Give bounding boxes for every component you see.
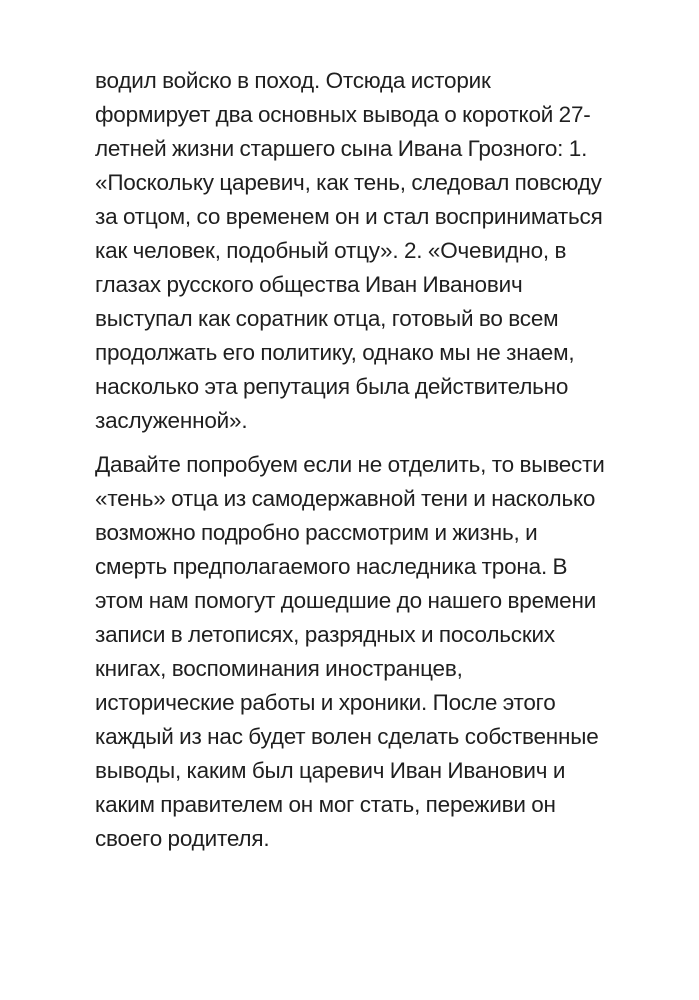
text-line: формирует два основных вывода о короткой 27- xyxy=(95,102,591,127)
text-line: возможно подробно рассмотрим и жизнь, и xyxy=(95,520,538,545)
text-line: каждый из нас будет волен сделать собственные xyxy=(95,724,599,749)
text-line: каким правителем он мог стать, переживи он xyxy=(95,792,556,817)
text-line: продолжать его политику, однако мы не знаем, xyxy=(95,340,575,365)
text-line: «Поскольку царевич, как тень, следовал повсюду xyxy=(95,170,602,195)
text-line: выводы, каким был царевич Иван Иванович и xyxy=(95,758,566,783)
text-line: насколько эта репутация была действительно xyxy=(95,374,569,399)
text-line: исторические работы и хроники. После этого xyxy=(95,690,556,715)
paragraph-2 xyxy=(95,448,665,856)
text-line: водил войско в поход. Отсюда историк xyxy=(95,68,491,93)
text-line: выступал как соратник отца, готовый во всем xyxy=(95,306,559,331)
document-page xyxy=(95,64,665,856)
text-line: за отцом, со временем он и стал восприниматься xyxy=(95,204,603,229)
paragraph-1 xyxy=(95,64,665,438)
text-line: книгах, воспоминания иностранцев, xyxy=(95,656,463,681)
text-line: «тень» отца из самодержавной тени и насколько xyxy=(95,486,596,511)
text-line: смерть предполагаемого наследника трона. В xyxy=(95,554,568,579)
text-line: этом нам помогут дошедшие до нашего времени xyxy=(95,588,597,613)
text-line: летней жизни старшего сына Ивана Грозного: 1. xyxy=(95,136,588,161)
text-line: записи в летописях, разрядных и посольских xyxy=(95,622,555,647)
text-line: своего родителя. xyxy=(95,826,270,851)
text-line: как человек, подобный отцу». 2. «Очевидно, в xyxy=(95,238,567,263)
text-line: глазах русского общества Иван Иванович xyxy=(95,272,523,297)
text-line: Давайте попробуем если не отделить, то вывести xyxy=(95,452,605,477)
text-line: заслуженной». xyxy=(95,408,248,433)
